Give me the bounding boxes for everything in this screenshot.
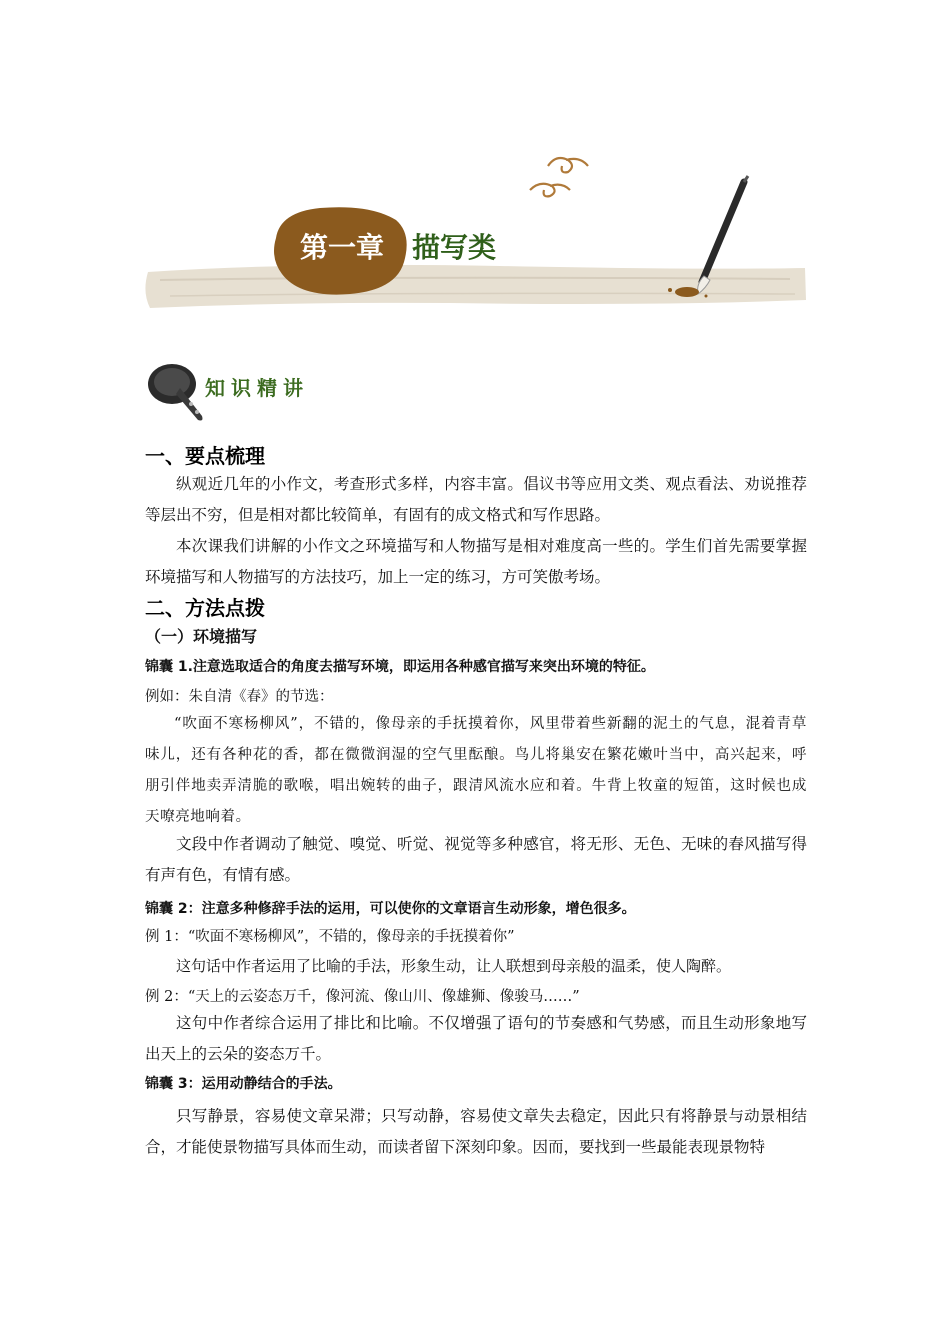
example-1: 例 1：“吹面不寒杨柳风”，不错的，像母亲的手抚摸着你”: [145, 929, 515, 945]
section-badge-title: 知识精讲: [205, 376, 309, 400]
tip-1: 锦囊 1.注意选取适合的角度去描写环境，即运用各种感官描写来突出环境的特征。: [145, 659, 655, 675]
inkstone-icon: [144, 360, 210, 424]
example-2-note: 这句中作者综合运用了排比和比喻。不仅增强了语句的节奏感和气势感，而且生动形象地写出天上的云朵的姿态万千。: [145, 1014, 807, 1063]
section-1-heading: 一、要点梳理: [145, 444, 265, 468]
chapter-banner: [0, 0, 950, 340]
chapter-number: 第一章: [300, 231, 385, 264]
example-1-note: 这句话中作者运用了比喻的手法，形象生动，让人联想到母亲般的温柔，使人陶醉。: [176, 957, 732, 975]
section-1-paragraph-2: 本次课我们讲解的小作文之环境描写和人物描写是相对难度高一些的。学生们首先需要掌握环境描写和人物描写的方法技巧，加上一定的练习，方可笑傲考场。: [145, 537, 807, 586]
chapter-title: 描写类: [412, 231, 497, 264]
section-2-heading: 二、方法点拨: [145, 596, 265, 620]
example-2: 例 2：“天上的云姿态万千，像河流、像山川、像雄狮、像骏马……”: [145, 989, 580, 1005]
tip-2: 锦囊 2：注意多种修辞手法的运用，可以使你的文章语言生动形象，增色很多。: [145, 901, 636, 917]
cloud-ornament-icon: [530, 158, 588, 196]
section-1-paragraph-1: 纵观近几年的小作文，考查形式多样，内容丰富。倡议书等应用文类、观点看法、劝说推荐等层出不穷，但是相对都比较简单，有固有的成文格式和写作思路。: [145, 475, 807, 524]
ink-drop: [675, 287, 699, 297]
example-intro: 例如：朱自清《春》的节选：: [145, 689, 334, 705]
analysis-paragraph: 文段中作者调动了触觉、嗅觉、听觉、视觉等多种感官，将无形、无色、无味的春风描写得有声有色，有情有感。: [145, 835, 807, 884]
last-paragraph: 只写静景，容易使文章呆滞；只写动静，容易使文章失去稳定，因此只有将静景与动景相结合，才能使景物描写具体而生动，而读者留下深刻印象。因而，要找到一些最能表现景物特: [145, 1107, 807, 1156]
subsection-heading: （一）环境描写: [145, 627, 258, 646]
tip-3: 锦囊 3：运用动静结合的手法。: [145, 1076, 342, 1092]
quote-passage: “吹面不寒杨柳风”，不错的，像母亲的手抚摸着你，风里带着些新翻的泥土的气息，混着青草味儿，还有各种花的香，都在微微润湿的空气里酝酿。鸟儿将巢安在繁花嫩叶当中，高兴起来，呼朋引伴地卖弄清脆的歌喉，唱出婉转的曲子，跟清风流水应和着。牛背上牧童的短笛，这时候也成天嘹亮地响着。: [145, 716, 807, 825]
